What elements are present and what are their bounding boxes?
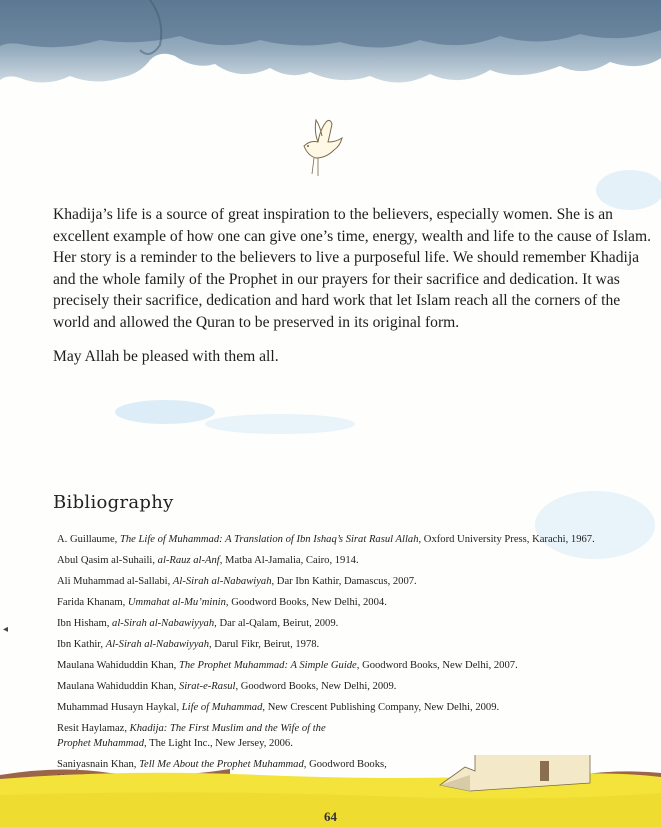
bibliography-entry: Ibn Kathir, Al-Sirah al-Nabawiyyah, Darul Fikr, Beirut, 1978. <box>57 639 320 650</box>
page-number: 64 <box>324 809 337 824</box>
bibliography-entry: A. Guillaume, The Life of Muhammad: A Translation of Ibn Ishaq’s Sirat Rasul Allah, Oxford University Press, Karachi, 1967. <box>57 534 595 545</box>
bibliography-entry: Resit Haylamaz, Khadija: The First Muslim and the Wife of the Prophet Muhammad, The Light Inc., New Jersey, 2006. <box>57 723 326 749</box>
bibliography-heading: Bibliography <box>53 492 174 513</box>
body-paragraph: May Allah be pleased with them all. <box>53 347 279 365</box>
margin-arrow-icon: ◂ <box>3 624 9 635</box>
body-paragraph: Khadija’s life is a source of great inspiration to the believers, especially women. She is an excellent example of how one can give one’s time, energy, wealth and life to the cause of Islam. Her story is a reminder to the believers to live a purposeful life. We should remember Khadija and the whole family of the Prophet in our prayers for their sacrifice and dedication. It was precisely their sacrifice, dedication and hard work that let Islam reach all the corners of the world and allowed the Quran to be preserved in its original form. <box>53 206 651 331</box>
sky-watercolor <box>0 0 661 100</box>
bibliography-entry: Abul Qasim al-Suhaili, al-Rauz al-Anf, Matba Al-Jamalia, Cairo, 1914. <box>57 555 359 566</box>
bibliography-entry: Ibn Hisham, al-Sirah al-Nabawiyyah, Dar al-Qalam, Beirut, 2009. <box>57 618 339 629</box>
watercolor-splash-middle <box>110 392 360 447</box>
bibliography-entry: Ali Muhammad al-Sallabi, Al-Sirah al-Nabawiyah, Dar Ibn Kathir, Damascus, 2007. <box>57 576 417 587</box>
dove-illustration <box>296 112 348 178</box>
bibliography-entry: Maulana Wahiduddin Khan, Sirat-e-Rasul, Goodword Books, New Delhi, 2009. <box>57 681 397 692</box>
bibliography-entry: Maulana Wahiduddin Khan, The Prophet Muhammad: A Simple Guide, Goodword Books, New Delhi, 2007. <box>57 660 518 671</box>
bibliography-entry: Saniyasnain Khan, Tell Me About the Prophet Muhammad, Goodword Books, <box>57 758 387 770</box>
bibliography-entry: Farida Khanam, Ummahat al-Mu’minin, Goodword Books, New Delhi, 2004. <box>57 597 387 608</box>
body-text <box>53 204 653 379</box>
bibliography-entry: Muhammad Husayn Haykal, Life of Muhammad, New Crescent Publishing Company, New Delhi, 2009. <box>57 702 500 713</box>
